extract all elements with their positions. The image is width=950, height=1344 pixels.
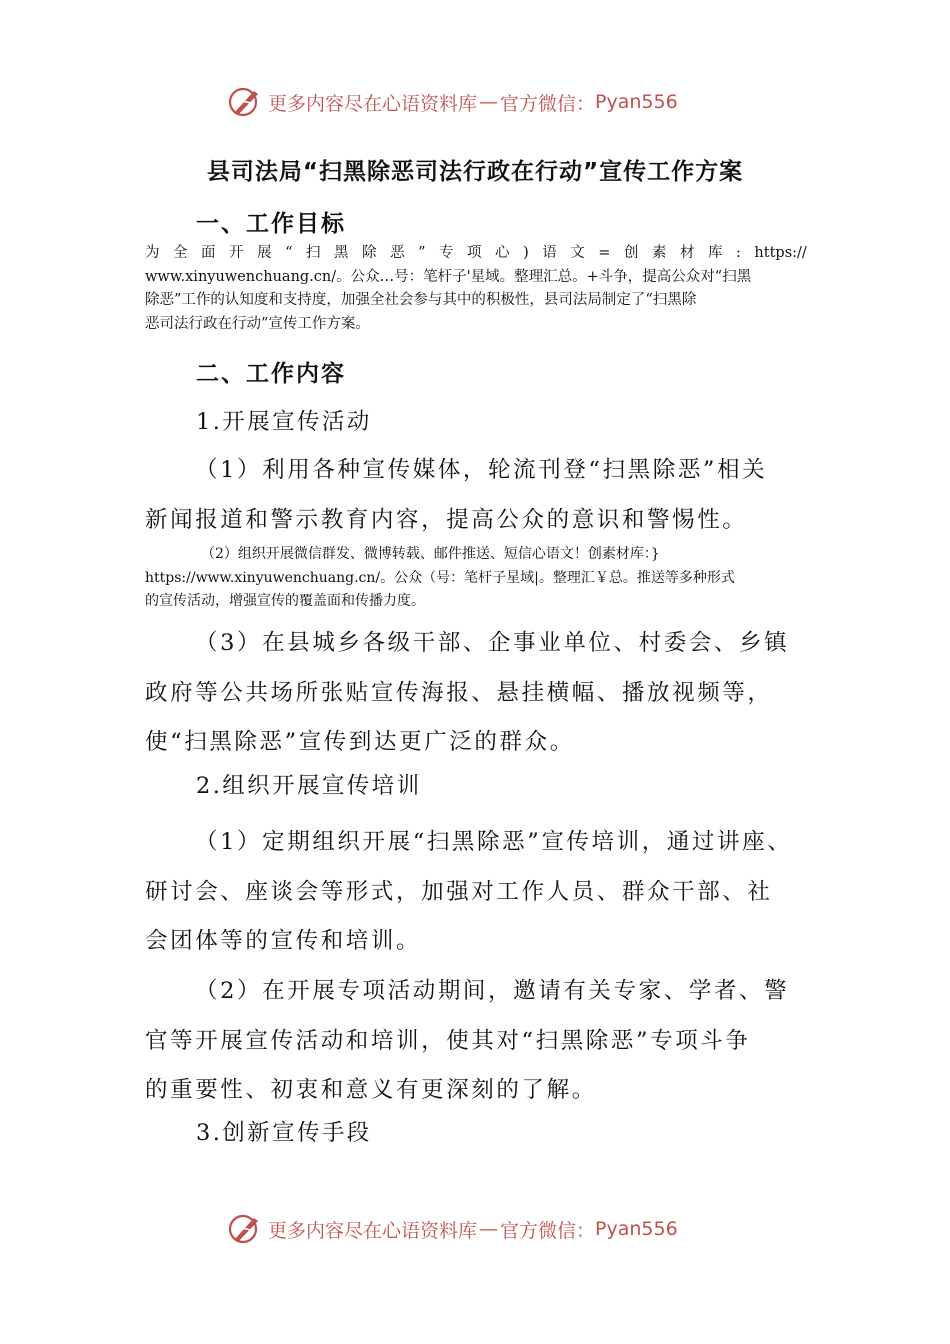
item1-paragraph-3	[145, 619, 825, 768]
justified-glyph: =	[598, 245, 611, 261]
section-heading-content: 二、工作内容	[196, 361, 346, 387]
banner-brand: Pyan556	[595, 91, 678, 113]
justified-glyph: 面	[201, 245, 216, 261]
justified-glyph: 为	[145, 245, 160, 261]
justified-glyph: 全	[173, 245, 188, 261]
paragraph-line: （1）定期组织开展“扫黑除恶”宣传培训，通过讲座、	[195, 829, 793, 855]
paragraph-line-2: www.xinyuwenchuang.cn/。公众…号：笔杆子'星域。整理汇总。+斗争，提高公众对“扫黑	[145, 268, 752, 285]
justified-glyph: 素	[651, 245, 667, 261]
banner-label: 官方微信：	[500, 92, 596, 115]
paragraph-line: https://www.xinyuwenchuang.cn/。公众（号：笔杆子星域|。整理汇￥总。推送等多种形式	[145, 569, 735, 586]
subheading-innovative-means: 3.创新宣传手段	[196, 1120, 372, 1146]
justified-glyph: )	[523, 245, 529, 261]
subheading-publicity-activities: 1.开展宣传活动	[196, 409, 372, 435]
banner-label: 官方微信：	[500, 1219, 596, 1242]
document-title: 县司法局“扫黑除恶司法行政在行动”宣传工作方案	[206, 159, 744, 185]
paragraph-line: （2）组织开展微信群发、微博转载、邮件推送、短信心语文！创素材库：}	[201, 546, 660, 562]
paragraph-line-3: 除恶”工作的认知度和支持度，加强全社会参与其中的积极性，县司法局制定了“扫黑除	[145, 292, 697, 308]
justified-glyph: 开	[229, 245, 244, 261]
justified-glyph: 库	[708, 245, 723, 261]
justified-glyph: 专	[439, 245, 454, 261]
paragraph-line: 会团体等的宣传和培训。	[145, 928, 422, 954]
paragraph-line: 使“扫黑除恶”宣传到达更广泛的群众。	[145, 729, 575, 755]
banner-separator: —	[479, 91, 499, 113]
paragraph-line-1	[145, 242, 807, 266]
paragraph-line: 官等开展宣传活动和培训，使其对“扫黑除恶”专项斗争	[145, 1027, 751, 1054]
justified-glyph: 除	[362, 245, 377, 261]
paragraph-line: 政府等公共场所张贴宣传海报、悬挂横幅、播放视频等，	[145, 679, 773, 706]
justified-glyph: 创	[623, 245, 639, 261]
justified-glyph: 恶	[390, 245, 405, 261]
item1-paragraph-1	[145, 446, 825, 545]
justified-glyph: 材	[679, 245, 695, 261]
justified-glyph: 黑	[334, 245, 349, 261]
paragraph-line-4: 恶司法行政在行动”宣传工作方案。	[145, 315, 370, 332]
paragraph-line: 的宣传活动，增强宣传的覆盖面和传播力度。	[145, 593, 425, 609]
justified-glyph: https://	[754, 245, 807, 261]
justified-glyph: 语	[542, 245, 557, 261]
paragraph-line: （2）在开展专项活动期间，邀请有关专家、学者、警	[195, 978, 790, 1004]
justified-glyph: 扫	[306, 245, 321, 261]
justified-glyph: 心	[495, 245, 510, 261]
item2-paragraph-2	[145, 967, 825, 1116]
item2-paragraph-1	[145, 818, 825, 967]
paragraph-line: （1）利用各种宣传媒体，轮流刊登“扫黑除恶”相关	[195, 457, 768, 483]
banner-separator: —	[479, 1218, 499, 1240]
paragraph-line: 研讨会、座谈会等形式，加强对工作人员、群众干部、社	[145, 878, 773, 905]
justified-glyph: 项	[467, 245, 482, 261]
section-heading-goals: 一、工作目标	[196, 211, 346, 237]
justified-glyph: “	[285, 245, 293, 261]
justified-glyph: ”	[418, 245, 426, 261]
section1-paragraph	[145, 242, 807, 336]
header-watermark-banner	[228, 84, 678, 120]
pen-logo-icon	[228, 85, 262, 119]
banner-text: 更多内容尽在心语资料库	[268, 92, 478, 115]
justified-glyph: 展	[257, 245, 272, 261]
justified-glyph: :	[736, 245, 741, 261]
pen-logo-icon	[228, 1212, 262, 1246]
paragraph-line: （3）在县城乡各级干部、企事业单位、村委会、乡镇	[195, 630, 790, 656]
footer-watermark-banner	[228, 1211, 678, 1247]
paragraph-line: 新闻报道和警示教育内容，提高公众的意识和警惕性。	[145, 506, 748, 533]
banner-text: 更多内容尽在心语资料库	[268, 1219, 478, 1242]
justified-glyph: 文	[570, 245, 585, 261]
subheading-publicity-training: 2.组织开展宣传培训	[196, 773, 422, 799]
item1-paragraph-2	[145, 543, 807, 614]
paragraph-line: 的重要性、初衷和意义有更深刻的了解。	[145, 1077, 597, 1103]
banner-brand: Pyan556	[595, 1218, 678, 1240]
